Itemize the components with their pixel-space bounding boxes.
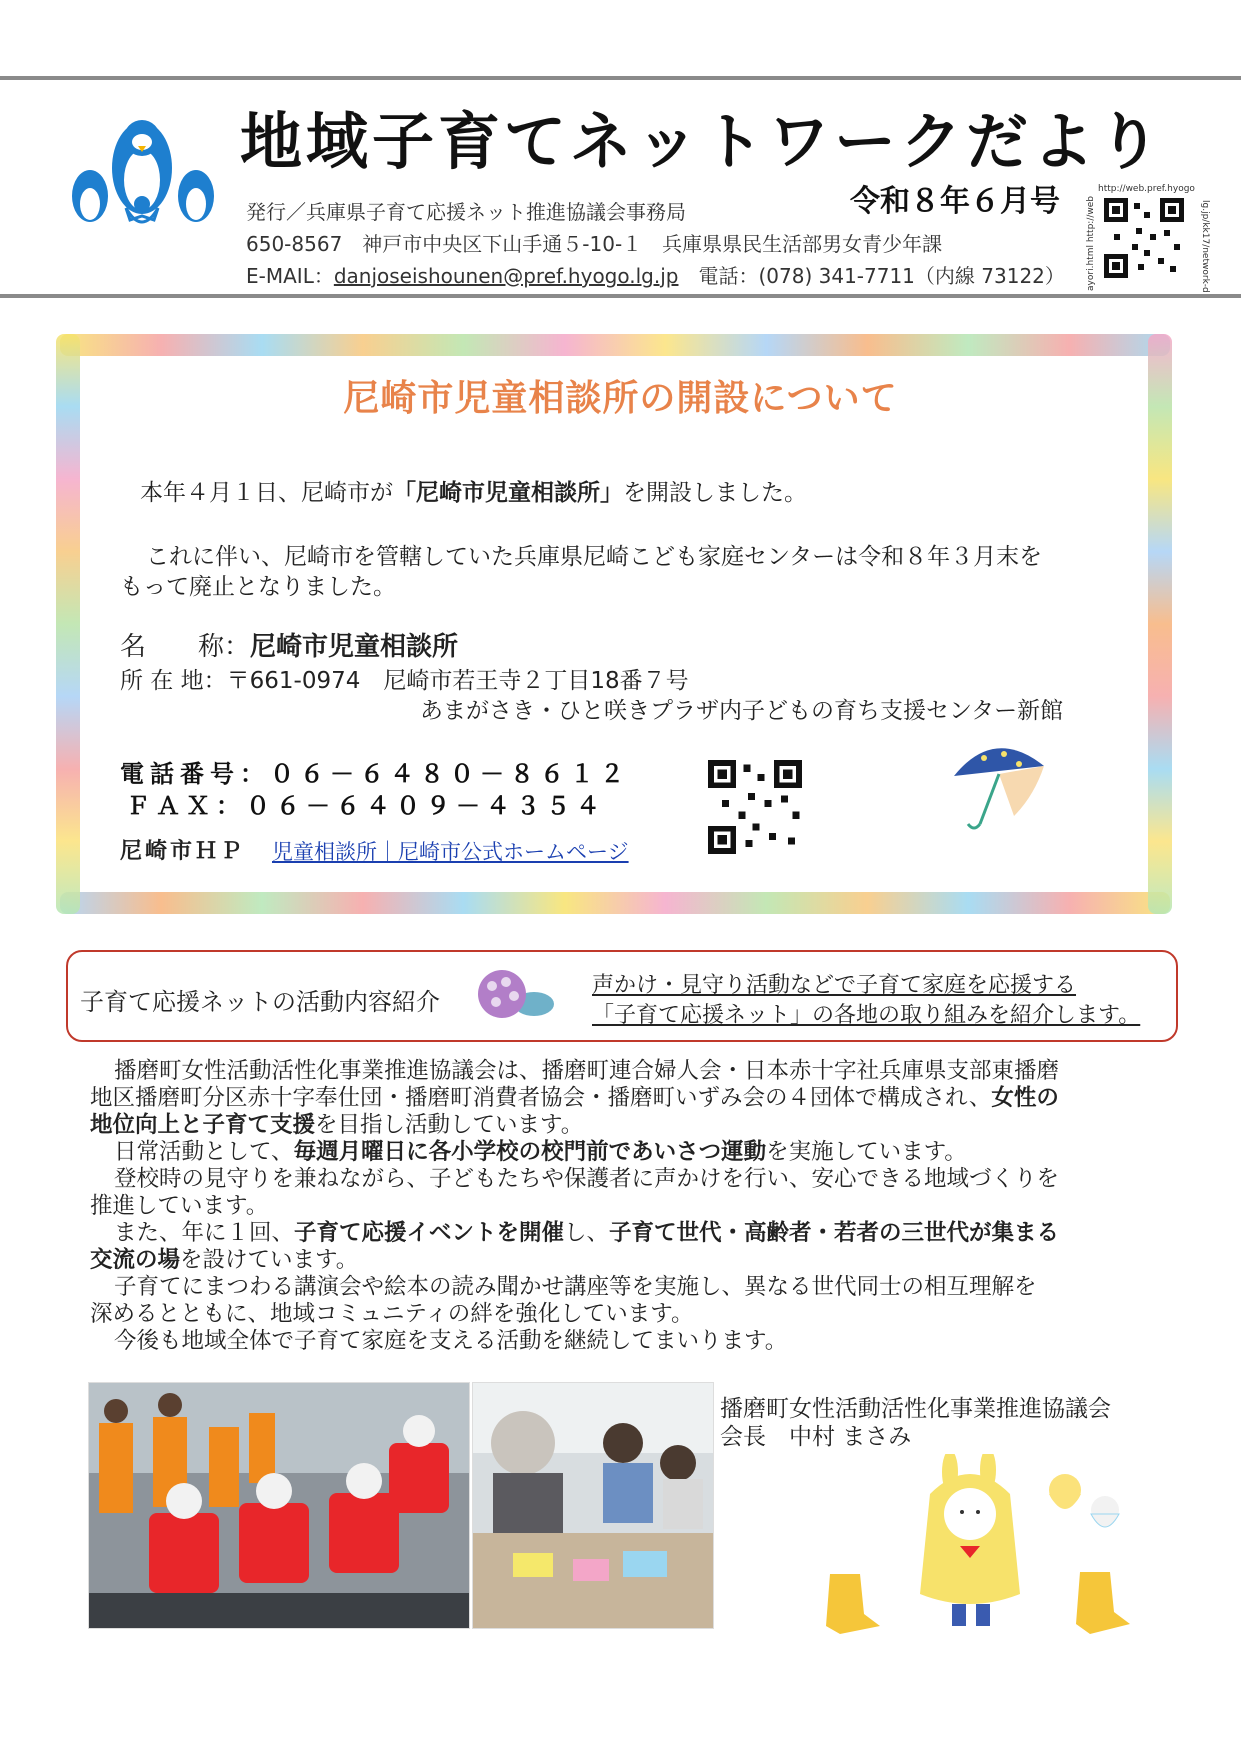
banner-label: 子育て応援ネットの活動内容紹介	[80, 988, 440, 1016]
name-label: 名 称：	[120, 632, 251, 662]
photo-event-image	[473, 1383, 713, 1628]
p1-post: を開設しました。	[623, 480, 807, 506]
newsletter-title: 地域子育てネットワークだより	[240, 105, 1165, 178]
name-value: 尼崎市児童相談所	[250, 632, 459, 662]
notice-paragraph-1	[140, 474, 807, 507]
p1-line-a: 播磨町女性活動活性化事業推進協議会は、播磨町連合婦人会・日本赤十字社兵庫県支部東播磨	[114, 1058, 1060, 1084]
photo-event-activity	[472, 1382, 714, 1629]
notice-qr-code-icon[interactable]	[708, 760, 802, 854]
p1-line-b-bold: 女性の	[991, 1085, 1059, 1111]
address-value: 〒661-0974 尼崎市若王寺２丁目18番７号	[226, 668, 689, 694]
photo-greeting-activity	[88, 1382, 470, 1629]
p3-line-b: 推進しています。	[90, 1193, 269, 1219]
notice-title: 尼崎市児童相談所の開設について	[343, 378, 898, 419]
publisher-text: 発行／兵庫県子育て応援ネット推進協議会事務局	[246, 200, 686, 224]
rain-child-illustration-icon	[820, 1454, 1140, 1644]
frame-right	[1148, 334, 1172, 914]
p2-post: を実施しています。	[766, 1139, 967, 1165]
address-text: 650-8567 神戸市中央区下山手通５-10-１ 兵庫県県民生活部男女青少年課	[246, 232, 943, 256]
signature-name: 会長 中村 まさみ	[720, 1424, 912, 1450]
p2-pre: 日常活動として、	[114, 1139, 294, 1165]
header-qr-code-icon[interactable]	[1104, 198, 1184, 278]
email-label: E-MAIL：	[246, 264, 334, 288]
header-bottom-rule	[0, 294, 1241, 298]
notice-paragraph-2a: これに伴い、尼崎市を管轄していた兵庫県尼崎こども家庭センターは令和８年３月末を	[146, 544, 1043, 570]
p1-bold: 「尼崎市児童相談所」	[393, 480, 623, 506]
qr-url-side-label: lg.jp/kk17/network-d	[1200, 200, 1210, 293]
p4-mid: し、	[564, 1220, 610, 1246]
hp-link[interactable]: 児童相談所｜尼崎市公式ホームページ	[272, 840, 629, 864]
p2-bold: 毎週月曜日に各小学校の校門前であいさつ運動	[293, 1139, 767, 1165]
hp-label: 尼崎市ＨＰ	[120, 839, 246, 864]
p6-line: 今後も地域全体で子育て家庭を支える活動を継続してまいります。	[114, 1328, 788, 1354]
signature-org: 播磨町女性活動活性化事業推進協議会	[720, 1396, 1111, 1422]
p4-pre: また、年に１回、	[114, 1220, 295, 1246]
activity-body	[90, 1058, 1150, 1355]
facility-name-row	[120, 626, 458, 663]
p1-line-c-bold: 地位向上と子育て支援	[90, 1112, 316, 1138]
frame-top	[60, 334, 1170, 356]
p4-bold-2: 子育て世代・高齢者・若者の三世代が集まる	[609, 1220, 1060, 1246]
umbrella-icon	[944, 736, 1054, 836]
p4b-text: を設けています。	[180, 1247, 359, 1273]
p5-line-b: 深めるとともに、地域コミュニティの絆を強化しています。	[90, 1301, 694, 1327]
hydrangea-icon	[472, 964, 556, 1028]
facility-address-row	[120, 662, 689, 695]
photo-greeting-image	[89, 1383, 469, 1628]
facility-address-line2: あまがさき・ひと咲きプラザ内子どもの育ち支援センター新館	[420, 698, 1064, 724]
frame-bottom	[60, 892, 1170, 914]
banner-desc-2: 「子育て応援ネット」の各地の取り組みを紹介します。	[592, 1003, 1141, 1028]
p5-line-a: 子育てにまつわる講演会や絵本の読み聞かせ講座等を実施し、異なる世代同士の相互理解を	[114, 1274, 1037, 1300]
frame-left	[56, 334, 80, 914]
address-label: 所 在 地：	[120, 668, 227, 694]
tel-number: 電話番号：０６－６４８０－８６１２	[120, 760, 630, 788]
p4b-bold: 交流の場	[90, 1247, 181, 1273]
qr-url-side-label-2: ayori.html http://web	[1086, 196, 1096, 291]
p1-text: 本年４月１日、尼崎市が	[140, 480, 393, 506]
notice-paragraph-2b: もって廃止となりました。	[120, 574, 396, 600]
phone-text: 電話：(078) 341-7711（内線 73122）	[698, 264, 1065, 288]
header-top-rule	[0, 76, 1241, 80]
contact-line	[246, 260, 1065, 289]
qr-url-label: http://web.pref.hyogo	[1098, 184, 1195, 194]
p3-line-a: 登校時の見守りを兼ねながら、子どもたちや保護者に声かけを行い、安心できる地域づくりを	[114, 1166, 1060, 1192]
penguin-logo-icon	[62, 108, 222, 238]
email-link[interactable]: danjoseishounen@pref.hyogo.lg.jp	[333, 264, 679, 288]
p1-line-b: 地区播磨町分区赤十字奉仕団・播磨町消費者協会・播磨町いずみ会の４団体で構成され、	[90, 1085, 992, 1111]
p1-line-c: を目指し活動しています。	[315, 1112, 584, 1138]
issue-label: 令和８年６月号	[850, 184, 1060, 219]
banner-desc-1: 声かけ・見守り活動などで子育て家庭を応援する	[592, 973, 1077, 998]
fax-number: ＦＡＸ：０６－６４０９－４３５４	[126, 792, 606, 820]
p4-bold-1: 子育て応援イベントを開催	[294, 1220, 565, 1246]
